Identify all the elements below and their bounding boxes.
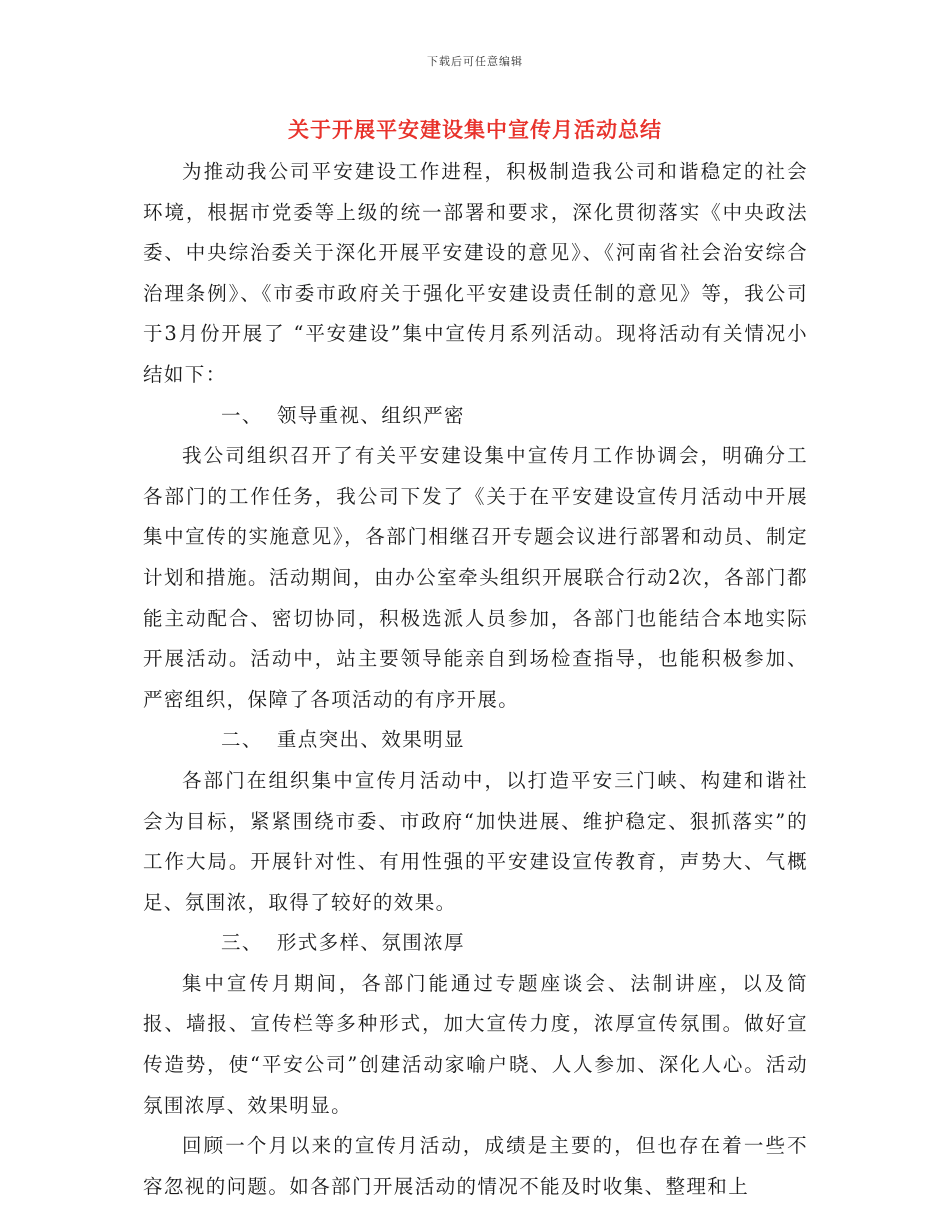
paragraph-intro: 为推动我公司平安建设工作进程，积极制造我公司和谐稳定的社会环境，根据市党委等上级的统一部署和要求，深化贯彻落实《中央政法委、中央综治委关于深化开展平安建设的意见》、《河南省社会治安综合治理条例》、《市委市政府关于强化平安建设责任制的意见》等，我公司于3月份开展了 “平安建设”集中宣传月系列活动。现将活动有关情况小结如下：: [143, 160, 808, 386]
section-number: 二、: [221, 728, 263, 752]
section-heading-1: [143, 396, 808, 437]
section-heading-text: 重点突出、效果明显: [276, 728, 465, 752]
section-heading-2: [143, 720, 808, 761]
section-heading-3: [143, 923, 808, 964]
section-heading-text: 形式多样、氛围浓厚: [276, 931, 465, 955]
section-heading-text: 领导重视、组织严密: [276, 403, 465, 427]
section-number: 一、: [221, 403, 263, 427]
document-body: [143, 152, 808, 1207]
header-note: 下载后可任意编辑: [427, 55, 523, 68]
section-number: 三、: [221, 931, 263, 955]
paragraph-section-1: 我公司组织召开了有关平安建设集中宣传月工作协调会，明确分工各部门的工作任务，我公司下发了《关于在平安建设宣传月活动中开展集中宣传的实施意见》，各部门相继召开专题会议进行部署和动员、制定计划和措施。活动期间，由办公室牵头组织开展联合行动2次，各部门都能主动配合、密切协同，积极选派人员参加，各部门也能结合本地实际开展活动。活动中，站主要领导能亲自到场检查指导，也能积极参加、严密组织，保障了各项活动的有序开展。: [143, 444, 808, 711]
paragraph-review: 回顾一个月以来的宣传月活动，成绩是主要的，但也存在着一些不容忽视的问题。如各部门开展活动的情况不能及时收集、整理和上: [143, 1134, 808, 1198]
paragraph-section-3: 集中宣传月期间，各部门能通过专题座谈会、法制讲座，以及简报、墙报、宣传栏等多种形式，加大宣传力度，浓厚宣传氛围。做好宣传造势，使“平安公司”创建活动家喻户晓、人人参加、深化人心。活动氛围浓厚、效果明显。: [143, 971, 808, 1117]
document-title: 关于开展平安建设集中宣传月活动总结: [288, 117, 662, 142]
paragraph-section-2: 各部门在组织集中宣传月活动中，以打造平安三门峡、构建和谐社会为目标，紧紧围绕市委、市政府“加快进展、维护稳定、狠抓落实”的工作大局。开展针对性、有用性强的平安建设宣传教育，声势大、气概足、氛围浓，取得了较好的效果。: [143, 768, 808, 914]
